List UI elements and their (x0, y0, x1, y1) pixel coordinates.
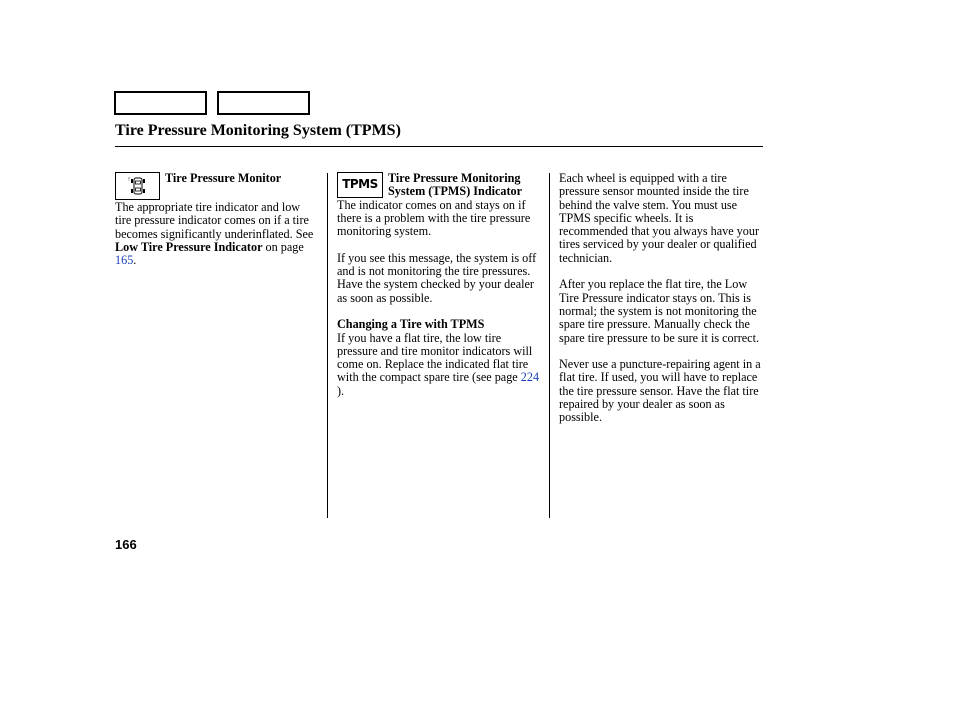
column-divider-2 (549, 173, 550, 518)
tpms-indicator-heading-row (337, 172, 543, 199)
tire-monitor-heading: Tire Pressure Monitor (165, 171, 282, 185)
index-button[interactable] (217, 91, 310, 115)
tpms-indicator-paragraph: The indicator comes on and stays on if there is a problem with the tire pressure monitoring system. (337, 197, 531, 239)
low-tire-pressure-bold: Low Tire Pressure Indicator (115, 239, 263, 254)
tire-monitor-icon (115, 172, 160, 200)
changing-tire-heading: Changing a Tire with TPMS (337, 317, 485, 332)
page-165-link[interactable]: 165 (115, 253, 134, 268)
tpms-indicator-icon: TPMS (337, 172, 383, 198)
column-3 (559, 172, 765, 425)
changing-tire-paragraph: If you have a flat tire, the low tire pressure and tire monitor indicators will come on. Replace the indicated flat tire with the compact spare tire (see page 224 ). (337, 330, 540, 398)
page-title: Tire Pressure Monitoring System (TPMS) (115, 122, 401, 139)
after-replace-paragraph: After you replace the flat tire, the Low Tire Pressure indicator stays on. This is normal; the system is not monitoring the spare tire pressure. Manually check the spare tire pressure to be sure it is correct. (559, 277, 759, 345)
main-menu-button[interactable] (114, 91, 207, 115)
column-2 (337, 172, 543, 398)
svg-text:!: ! (127, 177, 130, 183)
wheel-sensor-paragraph: Each wheel is equipped with a tire pressure sensor mounted inside the tire behind the valve stem. You must use TPMS specific wheels. It is recommended that you always have your tires serviced by your dealer or qualified technician. (559, 171, 760, 265)
page-224-link[interactable]: 224 (520, 370, 540, 385)
page-number: 166 (115, 537, 137, 552)
tire-monitor-paragraph: The appropriate tire indicator and low tire pressure indicator comes on if a tire becomes significantly underinflated. See Low Tire Pressure Indicator on page 165. (115, 200, 314, 268)
tpms-indicator-heading: Tire Pressure Monitoring System (TPMS) Indicator (388, 171, 523, 199)
puncture-warning-paragraph: Never use a puncture-repairing agent in a flat tire. If used, you will have to replace the tire pressure sensor. Have the flat tire repaired by your dealer as soon as possible. (559, 357, 761, 425)
title-divider (115, 146, 763, 147)
tpms-message-paragraph: If you see this message, the system is off and is not monitoring the tire pressures. Have the system checked by your dealer as soon as possible. (337, 250, 537, 305)
column-divider-1 (327, 173, 328, 518)
column-1 (115, 172, 318, 267)
tire-monitor-heading-row (115, 172, 318, 200)
